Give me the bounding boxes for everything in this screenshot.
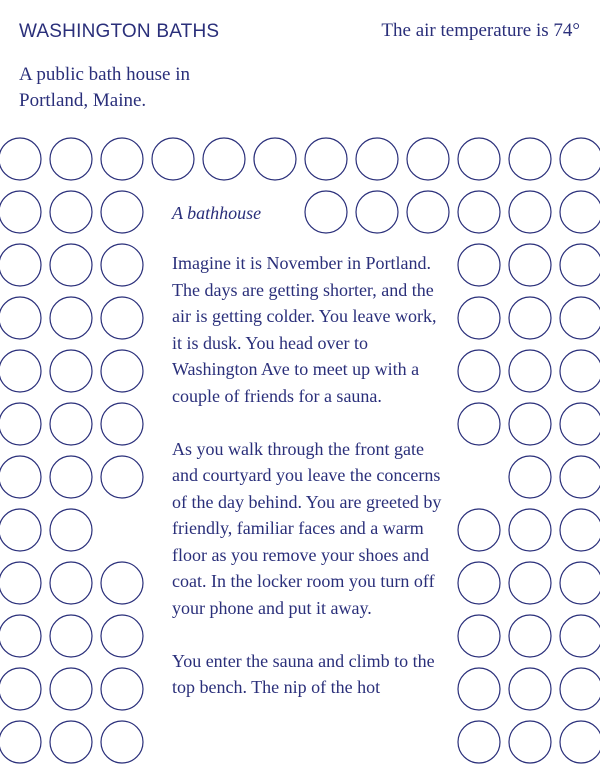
circle-outline-icon xyxy=(560,668,600,710)
site-title[interactable]: WASHINGTON BATHS xyxy=(19,21,220,42)
circle-outline-icon xyxy=(560,509,600,551)
circle-outline-icon xyxy=(356,138,398,180)
circle-outline-icon xyxy=(101,350,143,392)
circle-outline-icon xyxy=(560,456,600,498)
circle-outline-icon xyxy=(0,403,41,445)
circle-outline-icon xyxy=(509,721,551,763)
circle-outline-icon xyxy=(101,721,143,763)
circle-outline-icon xyxy=(101,615,143,657)
circle-outline-icon xyxy=(458,191,500,233)
circle-outline-icon xyxy=(560,562,600,604)
circle-outline-icon xyxy=(560,350,600,392)
circle-outline-icon xyxy=(509,244,551,286)
circle-outline-icon xyxy=(458,297,500,339)
circle-outline-icon xyxy=(50,191,92,233)
circle-outline-icon xyxy=(0,191,41,233)
circle-outline-icon xyxy=(50,138,92,180)
circle-outline-icon xyxy=(101,191,143,233)
circle-outline-icon xyxy=(0,244,41,286)
circle-outline-icon xyxy=(509,509,551,551)
circle-outline-icon xyxy=(458,403,500,445)
circle-outline-icon xyxy=(101,456,143,498)
circle-outline-icon xyxy=(0,721,41,763)
circle-outline-icon xyxy=(560,403,600,445)
circle-outline-icon xyxy=(458,721,500,763)
circle-outline-icon xyxy=(50,509,92,551)
circle-outline-icon xyxy=(0,562,41,604)
circle-outline-icon xyxy=(101,562,143,604)
circle-outline-icon xyxy=(254,138,296,180)
circle-outline-icon xyxy=(509,350,551,392)
circle-outline-icon xyxy=(560,191,600,233)
circle-outline-icon xyxy=(305,138,347,180)
circle-outline-icon xyxy=(458,668,500,710)
circle-outline-icon xyxy=(509,668,551,710)
circle-outline-icon xyxy=(458,509,500,551)
article-paragraph: You enter the sauna and climb to the top bench. The nip of the hot xyxy=(172,650,435,697)
circle-outline-icon xyxy=(560,138,600,180)
circle-outline-icon xyxy=(560,721,600,763)
tagline: A public bath house in Portland, Maine. xyxy=(19,64,190,111)
circle-outline-icon xyxy=(50,403,92,445)
circle-outline-icon xyxy=(458,350,500,392)
circle-outline-icon xyxy=(50,297,92,339)
circle-outline-icon xyxy=(509,297,551,339)
circle-outline-icon xyxy=(560,297,600,339)
circle-outline-icon xyxy=(50,350,92,392)
circle-outline-icon xyxy=(50,668,92,710)
circle-outline-icon xyxy=(50,721,92,763)
circle-outline-icon xyxy=(101,244,143,286)
circle-outline-icon xyxy=(50,244,92,286)
circle-outline-icon xyxy=(101,138,143,180)
circle-outline-icon xyxy=(0,297,41,339)
circle-outline-icon xyxy=(509,138,551,180)
circle-outline-icon xyxy=(203,138,245,180)
temperature-readout: The air temperature is 74° xyxy=(381,20,580,41)
circle-outline-icon xyxy=(50,615,92,657)
circle-outline-icon xyxy=(0,615,41,657)
circle-outline-icon xyxy=(0,456,41,498)
circle-outline-icon xyxy=(0,668,41,710)
circle-outline-icon xyxy=(407,138,449,180)
article-paragraph: As you walk through the front gate and courtyard you leave the concerns of the day behind. You are greeted by friendly, familiar faces and a warm floor as you remove your shoes and coat. In the locker room you turn off your phone and put it away. xyxy=(172,438,442,618)
article-paragraph: Imagine it is November in Portland. The days are getting shorter, and the air is getting colder. You leave work, it is dusk. You head over to Washington Ave to meet up with a couple of friends for a sauna. xyxy=(172,253,437,406)
circle-outline-icon xyxy=(458,138,500,180)
circle-outline-icon xyxy=(509,562,551,604)
circle-outline-icon xyxy=(101,403,143,445)
circle-outline-icon xyxy=(458,615,500,657)
circle-outline-icon xyxy=(509,403,551,445)
circle-outline-icon xyxy=(0,509,41,551)
circle-outline-icon xyxy=(458,562,500,604)
circle-outline-icon xyxy=(560,615,600,657)
article-heading: A bathhouse xyxy=(172,203,262,223)
article xyxy=(172,202,444,727)
circle-outline-icon xyxy=(0,138,41,180)
circle-outline-icon xyxy=(152,138,194,180)
circle-outline-icon xyxy=(560,244,600,286)
circle-outline-icon xyxy=(101,297,143,339)
circle-outline-icon xyxy=(509,456,551,498)
circle-outline-icon xyxy=(50,456,92,498)
circle-outline-icon xyxy=(458,244,500,286)
circle-outline-icon xyxy=(0,350,41,392)
circle-outline-icon xyxy=(50,562,92,604)
circle-outline-icon xyxy=(101,668,143,710)
circle-outline-icon xyxy=(509,191,551,233)
circle-outline-icon xyxy=(509,615,551,657)
